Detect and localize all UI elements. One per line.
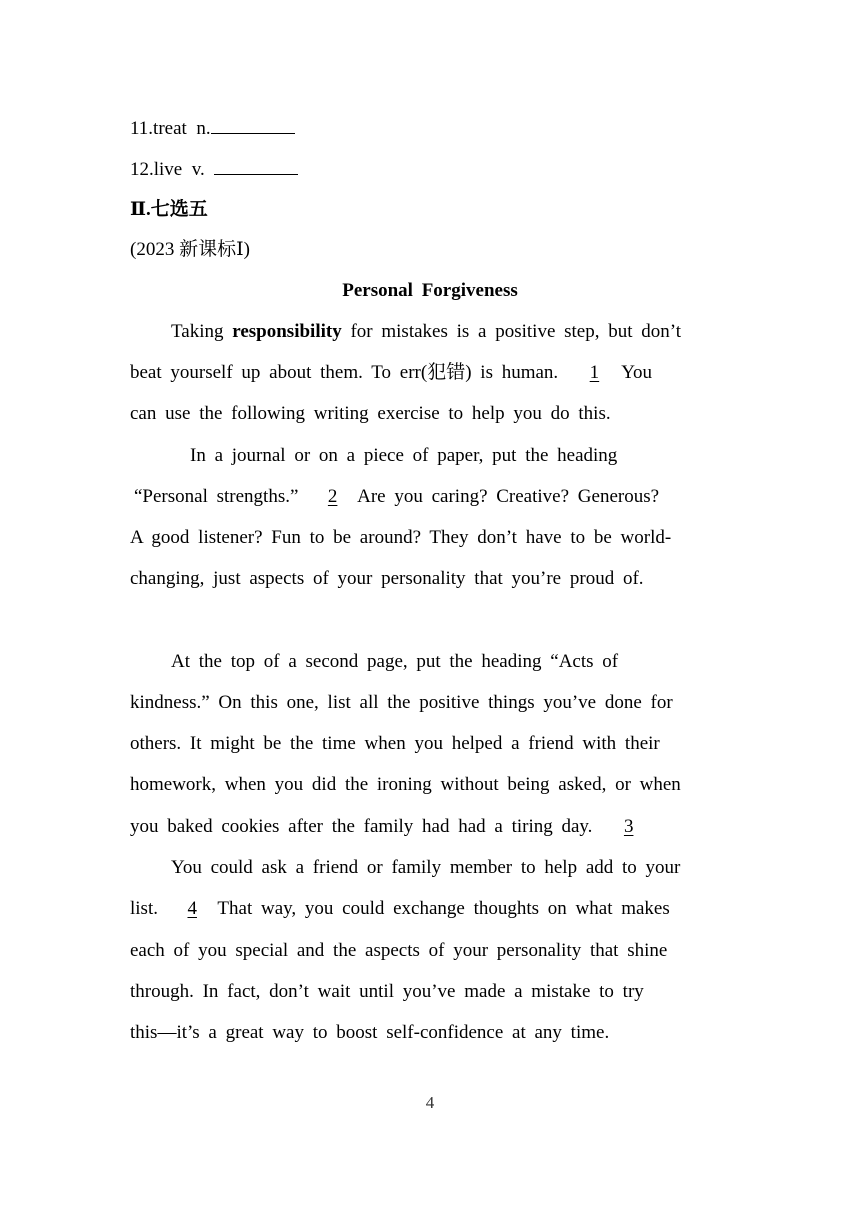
text-span: beat yourself up about them. To err(犯错) is human. <box>130 362 559 383</box>
text-span: Are you caring? Creative? Generous? <box>357 486 660 507</box>
paragraph-line <box>171 320 681 344</box>
blank-4[interactable]: 4 <box>187 898 197 919</box>
vocab-item-11 <box>130 115 295 141</box>
text-span: you baked cookies after the family had had a tiring day. <box>130 816 593 837</box>
vocab-word: live <box>153 159 183 180</box>
vocab-word: treat <box>153 118 187 139</box>
paragraph-line: this—it’s a great way to boost self-confidence at any time. <box>130 1022 610 1043</box>
blank-2[interactable]: 2 <box>327 486 338 507</box>
text-span: That way, you could exchange thoughts on what makes <box>217 898 670 919</box>
bold-keyword: responsibility <box>232 321 342 342</box>
paragraph-line: In a journal or on a piece of paper, put the heading <box>190 445 618 466</box>
text-span: “Personal strengths.” <box>134 486 299 507</box>
page-number: 4 <box>425 1093 435 1112</box>
text-span: You <box>621 362 653 383</box>
vocab-item-12 <box>130 156 298 182</box>
vocab-pos: n. <box>196 118 211 139</box>
paragraph-line <box>130 815 647 839</box>
paragraph-line: can use the following writing exercise to help you do this. <box>130 403 611 424</box>
blank-1[interactable]: 1 <box>589 362 600 383</box>
source-label: (2023 新课标Ⅰ) <box>130 239 250 260</box>
paragraph-line: others. It might be the time when you helped a friend with their <box>130 733 660 754</box>
blank-3[interactable]: 3 <box>623 816 634 837</box>
paragraph-line: A good listener? Fun to be around? They don’t have to be world- <box>130 527 672 548</box>
section-heading: Ⅱ.七选五 <box>130 199 208 220</box>
paragraph-line: homework, when you did the ironing without being asked, or when <box>130 774 681 795</box>
text-span: for mistakes is a positive step, but don’t <box>341 321 682 342</box>
paragraph-line: changing, just aspects of your personality that you’re proud of. <box>130 568 644 589</box>
vocab-pos: v. <box>191 159 205 180</box>
paragraph-line <box>130 897 670 921</box>
text-span: Taking <box>171 321 233 342</box>
paragraph-line: kindness.” On this one, list all the positive things you’ve done for <box>130 692 673 713</box>
paragraph-line: You could ask a friend or family member to help add to your <box>171 857 681 878</box>
paragraph-line: through. In fact, don’t wait until you’ve made a mistake to try <box>130 981 644 1002</box>
paragraph-line <box>134 485 659 509</box>
paragraph-line: each of you special and the aspects of your personality that shine <box>130 940 668 961</box>
passage-title: Personal Forgiveness <box>342 280 518 301</box>
text-span: list. <box>130 898 158 919</box>
paragraph-line <box>130 361 652 385</box>
paragraph-line: At the top of a second page, put the heading “Acts of <box>171 651 619 672</box>
answer-blank[interactable] <box>214 156 298 175</box>
vocab-number: 12. <box>130 159 154 180</box>
answer-blank[interactable] <box>211 115 295 134</box>
vocab-number: 11. <box>130 118 154 139</box>
